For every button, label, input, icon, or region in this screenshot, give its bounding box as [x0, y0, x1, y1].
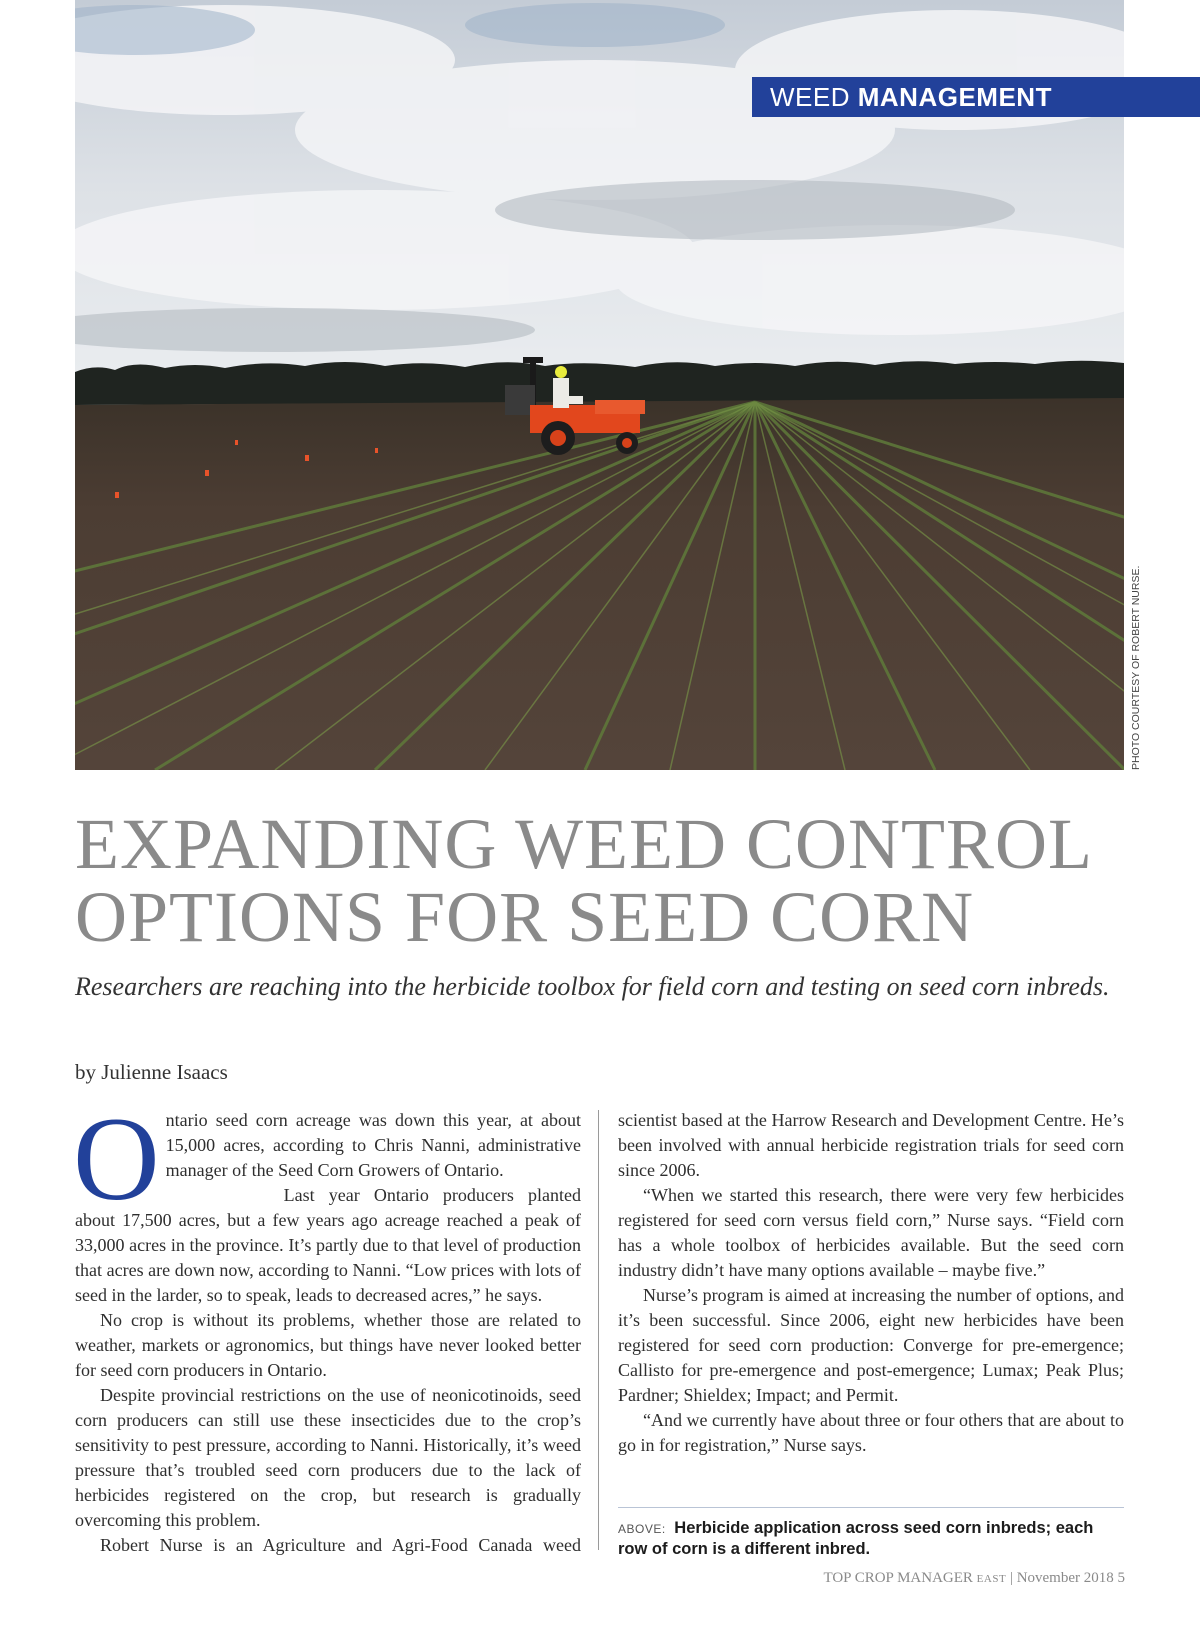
- section-banner: [752, 77, 1200, 117]
- paragraph-7: “When we started this research, there were very few herbicides registered for seed corn versus field corn,” Nurse says. “Field corn has a whole toolbox of herbicides available. But the seed corn industry didn’t have many options available – maybe five.”: [618, 1185, 1124, 1280]
- photo-caption: [618, 1518, 1124, 1559]
- paragraph-1-text: ntario seed corn acreage was down this year, at about 15,000 acres, according to Chris Nanni, administrative manager of the Seed Corn Growers of Ontario.: [165, 1110, 581, 1180]
- headline-line-2: OPTIONS FOR SEED CORN: [75, 877, 975, 957]
- caption-label: ABOVE:: [618, 1522, 666, 1536]
- headline-line-1: EXPANDING WEED CONTROL: [75, 804, 1093, 884]
- column-divider: [598, 1110, 599, 1550]
- paragraph-1: [73, 1092, 581, 1225]
- footer-magazine: TOP CROP MANAGER: [823, 1570, 973, 1586]
- paragraph-5: Robert Nurse is an Agriculture and Agri-Food Canada weed: [100, 1535, 581, 1555]
- paragraph-6: scientist based at the Harrow Research and Development Centre. He’s been involved with annual herbicide registration trials for seed corn since 2006.: [618, 1110, 1124, 1180]
- section-word-2: MANAGEMENT: [857, 82, 1052, 112]
- caption-divider: [618, 1507, 1124, 1508]
- footer-edition: EAST: [976, 1573, 1007, 1585]
- article-deck: Researchers are reaching into the herbicide toolbox for field corn and testing on seed corn inbreds.: [75, 972, 1110, 1001]
- photo-credit: PHOTO COURTESY OF ROBERT NURSE.: [1130, 565, 1142, 770]
- article-headline: [75, 804, 1155, 957]
- section-word-1: WEED: [770, 82, 850, 112]
- paragraph-4: Despite provincial restrictions on the use of neonicotinoids, seed corn producers can still use these insecticides due to the crop’s sensitivity to pest pressure, according to Nanni. Historically, it’s weed pressure that’s troubled seed corn producers due to the lack of herbicides registered on the crop, but research is gradually overcoming this problem.: [75, 1385, 581, 1530]
- paragraph-8: Nurse’s program is aimed at increasing the number of options, and it’s been successful. Since 2006, eight new herbicides have been registered for seed corn production: Converge for pre-emergence; Callisto for pre-emergence and post-emergence; Lumax; Peak Plus; Pardner; Shieldex; Impact; and Permit.: [618, 1285, 1124, 1405]
- footer-separator: |: [1009, 1570, 1013, 1586]
- tree-line: [75, 361, 1124, 405]
- left-column: [73, 1092, 581, 1558]
- footer-page-number: 5: [1117, 1570, 1125, 1586]
- paragraph-9: “And we currently have about three or four others that are about to go in for registration,” Nurse says.: [618, 1410, 1124, 1455]
- page-footer: [823, 1570, 1125, 1587]
- footer-issue: November 2018: [1016, 1570, 1114, 1586]
- drop-cap: O: [73, 1092, 160, 1225]
- byline: by Julienne Isaacs: [75, 1060, 228, 1084]
- paragraph-3: No crop is without its problems, whether those are related to weather, markets or agronomics, but things have never looked better for seed corn producers in Ontario.: [75, 1310, 581, 1380]
- caption-text: Herbicide application across seed corn inbreds; each row of corn is a different inbred.: [618, 1519, 1094, 1558]
- paragraph-2: Last year Ontario producers planted about 17,500 acres, but a few years ago acreage reached a peak of 33,000 acres in the province. It’s partly due to that level of production that acres are down now, according to Nanni. “Low prices with lots of seed in the larder, so to speak, leads to decreased acres,” he says.: [75, 1185, 581, 1305]
- right-column: [618, 1108, 1124, 1458]
